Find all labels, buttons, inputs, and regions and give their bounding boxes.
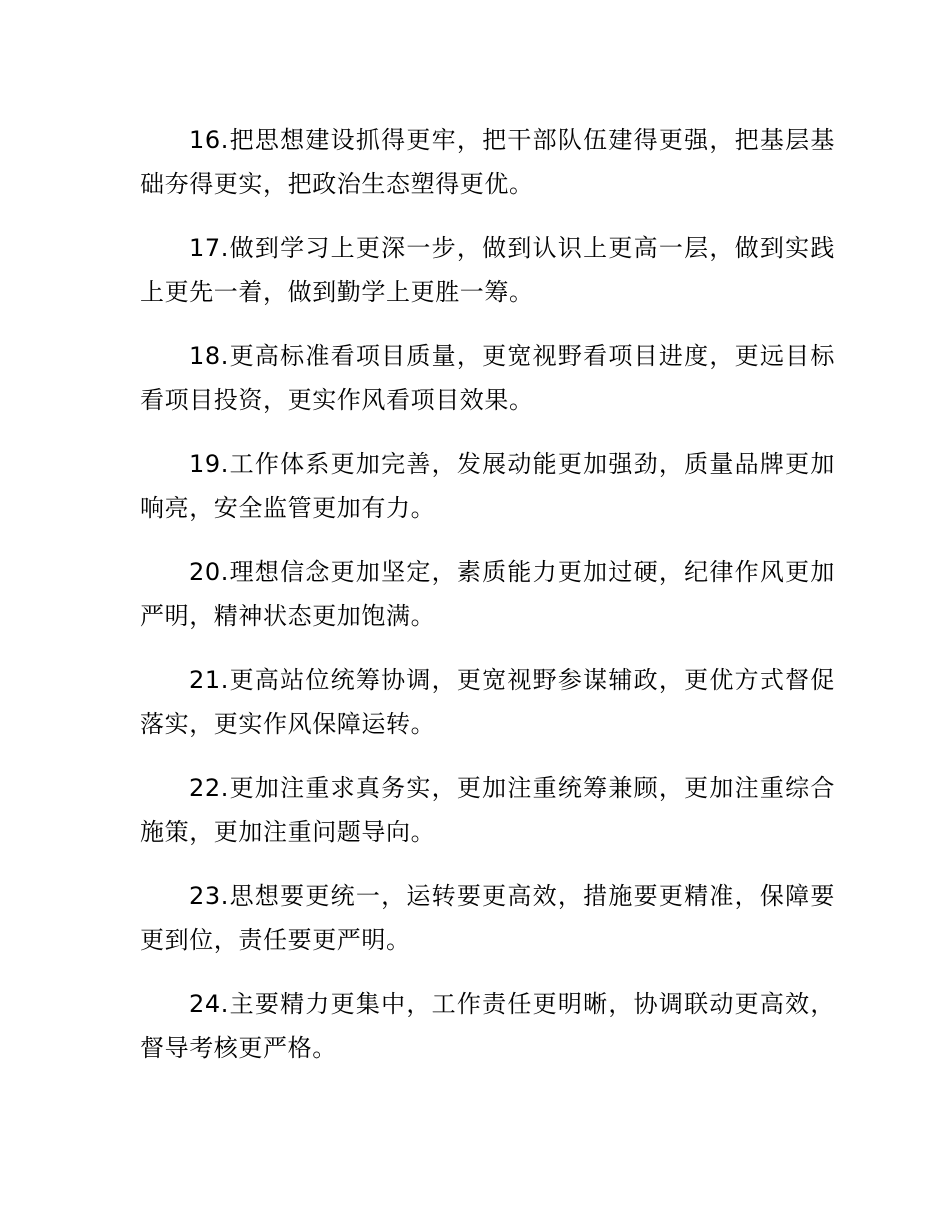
paragraph-22: 22.更加注重求真务实，更加注重统筹兼顾，更加注重综合施策，更加注重问题导向。 [140,774,835,846]
paragraph-24: 24.主要精力更集中，工作责任更明晰，协调联动更高效，督导考核更严格。 [140,990,835,1062]
paragraph-23: 23.思想要更统一，运转要更高效，措施要更精准，保障要更到位，责任要更严明。 [140,882,835,954]
document-body [140,118,835,1090]
paragraph-16: 16.把思想建设抓得更牢，把干部队伍建得更强，把基层基础夯得更实，把政治生态塑得更优。 [140,126,835,198]
paragraph-17: 17.做到学习上更深一步，做到认识上更高一层，做到实践上更先一着，做到勤学上更胜一筹。 [140,234,835,306]
paragraph-19: 19.工作体系更加完善，发展动能更加强劲，质量品牌更加响亮，安全监管更加有力。 [140,450,835,522]
paragraph-21: 21.更高站位统筹协调，更宽视野参谋辅政，更优方式督促落实，更实作风保障运转。 [140,666,835,738]
paragraph-18: 18.更高标准看项目质量，更宽视野看项目进度，更远目标看项目投资，更实作风看项目效果。 [140,342,835,414]
paragraph-20: 20.理想信念更加坚定，素质能力更加过硬，纪律作风更加严明，精神状态更加饱满。 [140,558,835,630]
